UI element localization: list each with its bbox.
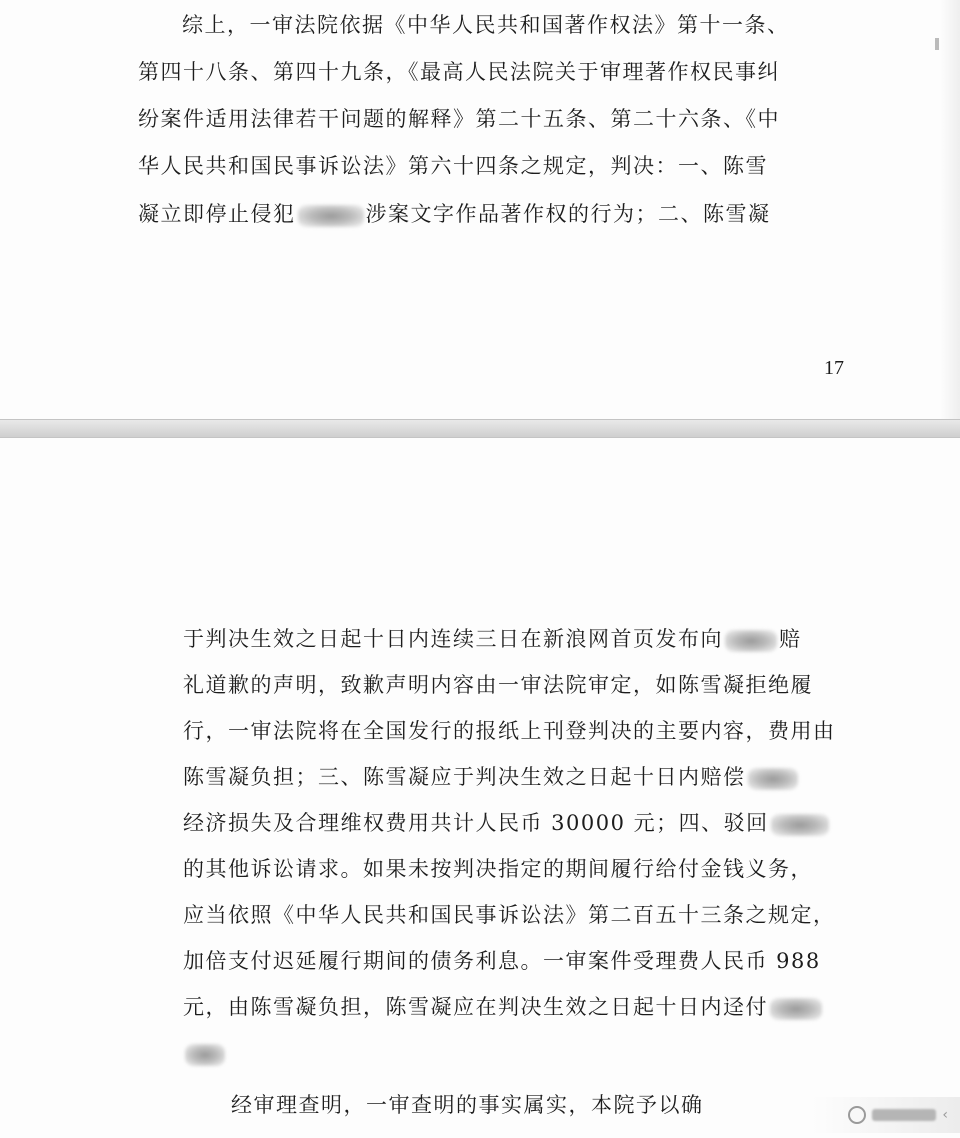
page-number: 17 <box>824 357 844 379</box>
text-line <box>183 808 831 838</box>
watermark-arrow-icon: ‹ <box>942 1107 948 1123</box>
page-separator <box>0 420 960 437</box>
text-line: 应当依照《中华人民共和国民事诉讼法》第二百五十三条之规定， <box>183 903 836 927</box>
text-line: 礼道歉的声明，致歉声明内容由一审法院审定，如陈雪凝拒绝履 <box>183 673 813 697</box>
text-line: 综上，一审法院依据《中华人民共和国著作权法》第十一条、 <box>182 13 790 37</box>
text-line <box>183 1038 227 1068</box>
text-line: 加倍支付迟延履行期间的债务利息。一审案件受理费人民币 988 <box>183 949 821 973</box>
text-line <box>183 992 824 1022</box>
document-page-top <box>0 0 960 420</box>
redaction-blur <box>748 768 798 790</box>
text-segment: 凝立即停止侵犯 <box>138 202 296 226</box>
page-edge-shadow <box>940 0 960 420</box>
weibo-watermark <box>812 1097 960 1133</box>
text-segment: 陈雪凝负担；三、陈雪凝应于判决生效之日起十日内赔偿 <box>183 765 746 789</box>
text-line <box>183 624 802 654</box>
text-segment: 经济损失及合理维权费用共计人民币 30000 元；四、驳回 <box>183 811 769 835</box>
page-edge-mark <box>935 38 939 50</box>
text-line: 第四十八条、第四十九条，《最高人民法院关于审理著作权民事纠 <box>138 60 780 84</box>
redaction-blur <box>298 205 364 227</box>
document-page-bottom <box>0 437 960 1138</box>
text-line: 经审理查明，一审查明的事实属实，本院予以确 <box>231 1093 704 1117</box>
text-line: 的其他诉讼请求。如果未按判决指定的期间履行给付金钱义务， <box>183 857 813 881</box>
text-line <box>183 762 800 792</box>
text-line: 华人民共和国民事诉讼法》第六十四条之规定，判决：一、陈雪 <box>138 154 768 178</box>
text-segment: 赔 <box>779 627 802 651</box>
text-segment: 元，由陈雪凝负担，陈雪凝应在判决生效之日起十日内迳付 <box>183 995 768 1019</box>
weibo-watermark-icon <box>848 1106 866 1124</box>
text-segment: 于判决生效之日起十日内连续三日在新浪网首页发布向 <box>183 627 723 651</box>
redaction-blur <box>771 814 829 836</box>
redaction-blur <box>185 1044 225 1066</box>
text-line: 行，一审法院将在全国发行的报纸上刊登判决的主要内容，费用由 <box>183 719 836 743</box>
text-segment: 涉案文字作品著作权的行为；二、陈雪凝 <box>365 202 771 226</box>
text-line <box>138 199 771 229</box>
text-line: 纷案件适用法律若干问题的解释》第二十五条、第二十六条、《中 <box>138 107 780 131</box>
watermark-text-blur <box>872 1109 936 1121</box>
redaction-blur <box>725 630 777 652</box>
redaction-blur <box>770 998 822 1020</box>
